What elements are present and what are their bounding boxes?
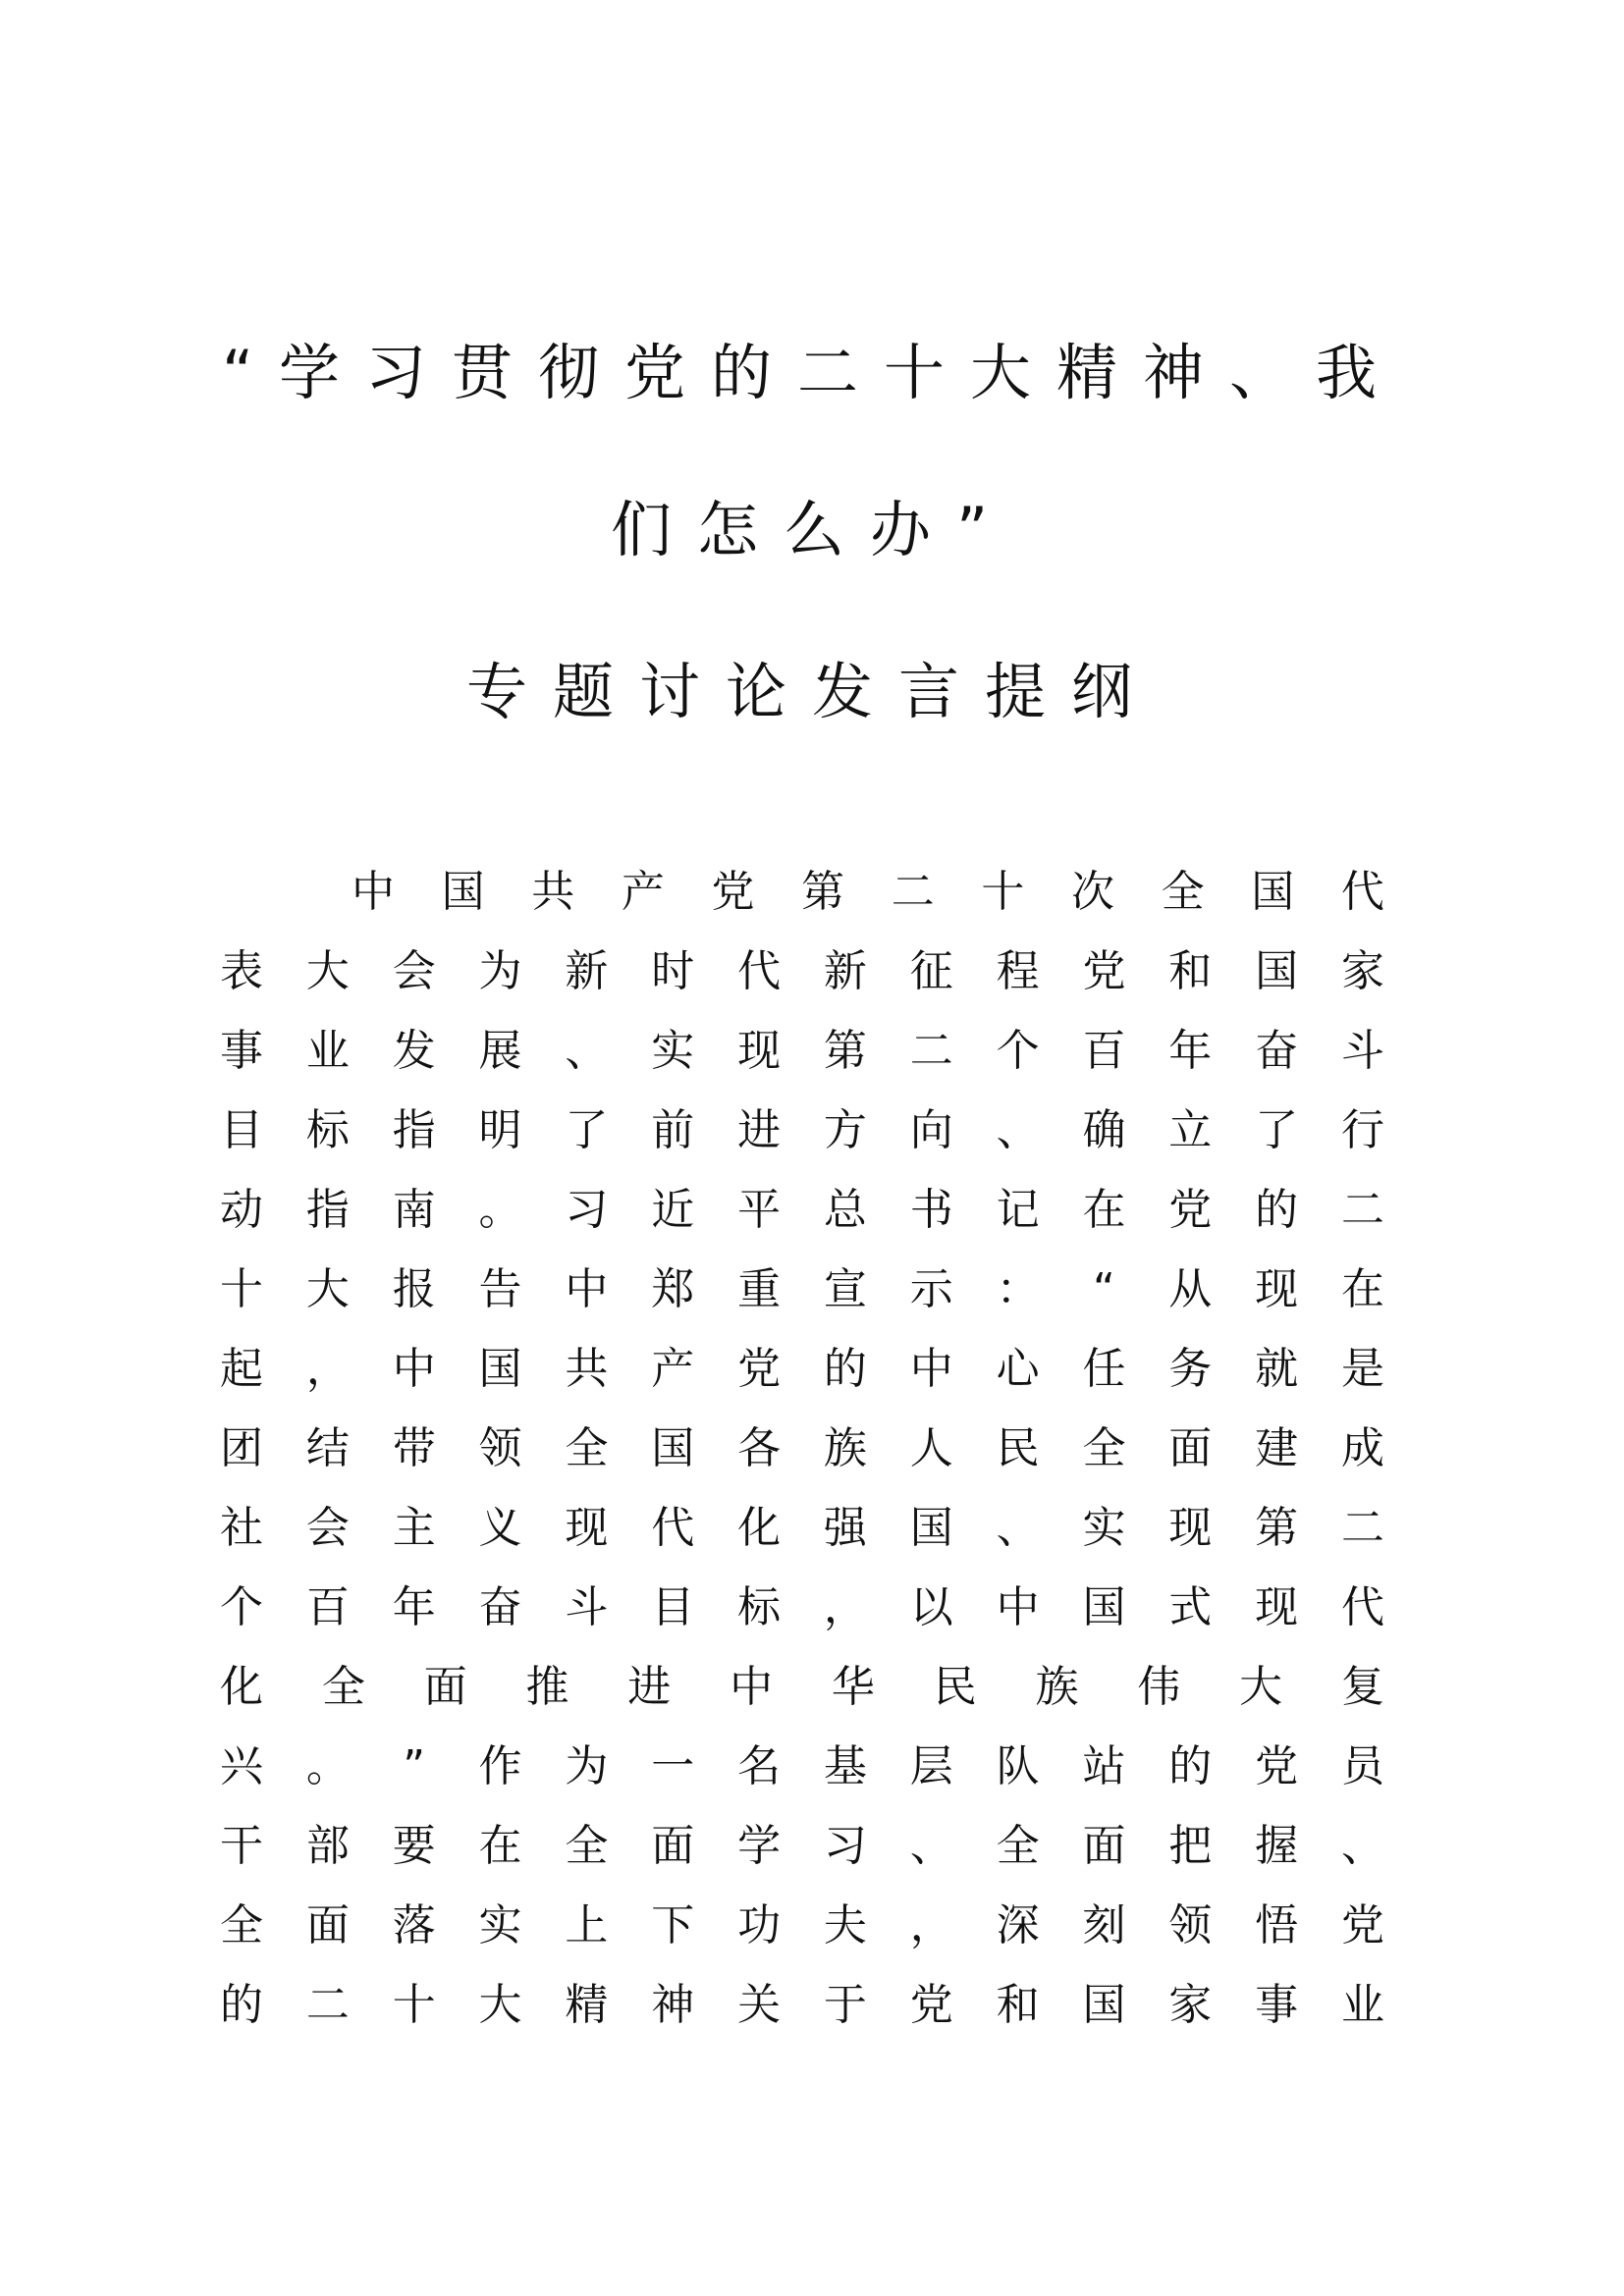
body-character: 面	[651, 1821, 695, 1871]
body-character: 国	[1251, 867, 1295, 917]
body-character: 标	[737, 1582, 782, 1632]
body-character: 百	[305, 1582, 350, 1632]
body-character: 十	[220, 1264, 263, 1314]
body-character: 中	[352, 867, 395, 917]
body-character: 复	[1340, 1662, 1384, 1712]
body-character: 下	[651, 1900, 695, 1950]
body-character: 基	[823, 1741, 867, 1791]
body-character: 学	[737, 1821, 782, 1871]
body-character: 习	[823, 1821, 867, 1871]
body-character: 全	[321, 1662, 365, 1712]
body-character: 记	[996, 1185, 1040, 1235]
body-character: 成	[1340, 1423, 1384, 1473]
body-character: 实	[478, 1900, 522, 1950]
body-character: 是	[1340, 1344, 1384, 1394]
body-character: 干	[220, 1821, 263, 1871]
body-character: 在	[1340, 1264, 1384, 1314]
body-character: 共	[531, 867, 575, 917]
body-character: 大	[305, 1264, 350, 1314]
body-character: 前	[651, 1105, 695, 1155]
body-character: 了	[1255, 1105, 1299, 1155]
body-character: 二	[909, 1026, 953, 1076]
body-character: 深	[996, 1900, 1040, 1950]
body-character: ：	[996, 1264, 1040, 1314]
body-line	[218, 1568, 1386, 1647]
body-character: 新	[565, 946, 609, 996]
body-character: 业	[1340, 1980, 1384, 2030]
body-character: 大	[1239, 1662, 1283, 1712]
body-character: 国	[651, 1423, 695, 1473]
body-character: 展	[478, 1026, 522, 1076]
body-character: 实	[651, 1026, 695, 1076]
body-character: 实	[1082, 1503, 1126, 1553]
body-character: 动	[220, 1185, 263, 1235]
body-character: 报	[392, 1264, 436, 1314]
body-line	[218, 1727, 1386, 1806]
body-character: 十	[981, 867, 1025, 917]
body-character: 大	[478, 1980, 522, 2030]
body-character: 、	[996, 1503, 1040, 1553]
body-character: 确	[1082, 1105, 1126, 1155]
body-character: 国	[441, 867, 485, 917]
body-character: 次	[1071, 867, 1114, 917]
body-character: 中	[730, 1662, 774, 1712]
body-character: 郑	[651, 1264, 695, 1314]
body-character: 十	[392, 1980, 436, 2030]
body-character: 把	[1168, 1821, 1213, 1871]
body-character: 指	[305, 1185, 350, 1235]
body-line	[218, 1091, 1386, 1170]
body-character: 建	[1255, 1423, 1299, 1473]
body-character: 面	[1168, 1423, 1213, 1473]
body-character: 从	[1168, 1264, 1213, 1314]
body-character: 面	[1082, 1821, 1126, 1871]
body-character: 、	[1340, 1821, 1384, 1871]
body-character: ，	[823, 1582, 867, 1632]
body-character: 现	[565, 1503, 609, 1553]
body-character: 伟	[1137, 1662, 1181, 1712]
body-character: 会	[305, 1503, 350, 1553]
body-line	[218, 932, 1386, 1011]
body-character: 。	[305, 1741, 350, 1791]
body-character: 示	[909, 1264, 953, 1314]
body-character: 为	[478, 946, 522, 996]
body-character: 于	[823, 1980, 867, 2030]
body-character: 二	[1340, 1185, 1384, 1235]
body-character: 标	[305, 1105, 350, 1155]
body-character: 会	[392, 946, 436, 996]
body-character: 明	[478, 1105, 522, 1155]
body-character: 产	[651, 1344, 695, 1394]
body-character: 全	[996, 1821, 1040, 1871]
body-character: 、	[909, 1821, 953, 1871]
body-character: 方	[823, 1105, 867, 1155]
body-character: 夫	[823, 1900, 867, 1950]
body-character: 员	[1340, 1741, 1384, 1791]
body-character: 领	[478, 1423, 522, 1473]
body-character: 宣	[823, 1264, 867, 1314]
body-character: 的	[220, 1980, 263, 2030]
body-character: 上	[565, 1900, 609, 1950]
body-character: 家	[1168, 1980, 1213, 2030]
body-character: 、	[996, 1105, 1040, 1155]
body-character: 现	[1255, 1264, 1299, 1314]
body-character: 了	[565, 1105, 609, 1155]
body-character: 和	[1168, 946, 1213, 996]
body-character: 务	[1168, 1344, 1213, 1394]
body-character: 奋	[478, 1582, 522, 1632]
body-character: 百	[1082, 1026, 1126, 1076]
body-character: 式	[1168, 1582, 1213, 1632]
body-character: 近	[651, 1185, 695, 1235]
body-character: 产	[621, 867, 665, 917]
body-character: 和	[996, 1980, 1040, 2030]
body-character: 第	[1255, 1503, 1299, 1553]
body-character: 全	[565, 1821, 609, 1871]
body-character: 族	[823, 1423, 867, 1473]
body-character: 重	[737, 1264, 782, 1314]
body-character: 目	[220, 1105, 263, 1155]
body-character: 族	[1035, 1662, 1079, 1712]
body-character: 落	[392, 1900, 436, 1950]
body-character: 立	[1168, 1105, 1213, 1155]
body-character: 二	[1340, 1503, 1384, 1553]
body-character: 面	[305, 1900, 350, 1950]
body-line	[218, 1170, 1386, 1250]
body-character: 个	[220, 1582, 263, 1632]
body-character: 任	[1082, 1344, 1126, 1394]
body-character: 的	[1168, 1741, 1213, 1791]
body-character: 斗	[1340, 1026, 1384, 1076]
body-character: 全	[565, 1423, 609, 1473]
body-character: 层	[909, 1741, 953, 1791]
body-character: 习	[565, 1185, 609, 1235]
body-character: 党	[1340, 1900, 1384, 1950]
body-character: 程	[996, 946, 1040, 996]
body-character: 二	[891, 867, 935, 917]
body-character: 要	[392, 1821, 436, 1871]
body-character: 的	[823, 1344, 867, 1394]
body-character: 党	[1082, 946, 1126, 996]
body-character: 站	[1082, 1741, 1126, 1791]
body-character: 中	[909, 1344, 953, 1394]
body-character: 党	[711, 867, 755, 917]
body-character: 全	[1161, 867, 1205, 917]
body-character: 年	[1168, 1026, 1213, 1076]
body-character: 关	[737, 1980, 782, 2030]
body-character: 神	[651, 1980, 695, 2030]
body-character: 民	[996, 1423, 1040, 1473]
body-character: 精	[565, 1980, 609, 2030]
body-character: 中	[565, 1264, 609, 1314]
body-character: 国	[478, 1344, 522, 1394]
body-character: 进	[737, 1105, 782, 1155]
body-line	[218, 1965, 1386, 2045]
body-character: 民	[933, 1662, 977, 1712]
body-line	[218, 1886, 1386, 1965]
body-character: 二	[305, 1980, 350, 2030]
body-line	[218, 1647, 1386, 1727]
body-line	[218, 1806, 1386, 1886]
body-character: 化	[737, 1503, 782, 1553]
body-character: 年	[392, 1582, 436, 1632]
body-character: ”	[403, 1741, 426, 1791]
body-character: 发	[392, 1026, 436, 1076]
body-character: 刻	[1082, 1900, 1126, 1950]
body-character: 功	[737, 1900, 782, 1950]
body-character: 事	[1255, 1980, 1299, 2030]
body-character: 党	[1255, 1741, 1299, 1791]
body-character: 书	[909, 1185, 953, 1235]
body-character: “	[1093, 1264, 1115, 1314]
body-character: 党	[737, 1344, 782, 1394]
body-character: 心	[996, 1344, 1040, 1394]
document-title-line-2: 们怎么办”	[610, 494, 1014, 565]
body-character: 一	[651, 1741, 695, 1791]
body-character: 国	[1082, 1582, 1126, 1632]
body-character: 党	[909, 1980, 953, 2030]
body-character: 现	[737, 1026, 782, 1076]
body-character: 现	[1255, 1582, 1299, 1632]
body-character: 作	[478, 1741, 522, 1791]
body-character: 强	[823, 1503, 867, 1553]
body-character: 的	[1255, 1185, 1299, 1235]
body-character: 平	[737, 1185, 782, 1235]
body-character: 斗	[565, 1582, 609, 1632]
body-character: 进	[627, 1662, 672, 1712]
body-character: 在	[478, 1821, 522, 1871]
body-character: 党	[1168, 1185, 1213, 1235]
body-character: 向	[909, 1105, 953, 1155]
body-character: 全	[220, 1900, 263, 1950]
body-line	[218, 1329, 1386, 1409]
body-character: 推	[525, 1662, 569, 1712]
body-character: 领	[1168, 1900, 1213, 1950]
body-line	[218, 1488, 1386, 1568]
body-character: 华	[831, 1662, 875, 1712]
body-character: 义	[478, 1503, 522, 1553]
body-character: 行	[1340, 1105, 1384, 1155]
body-character: 就	[1255, 1344, 1299, 1394]
body-character: 时	[651, 946, 695, 996]
body-character: 握	[1255, 1821, 1299, 1871]
body-character: 为	[565, 1741, 609, 1791]
body-character: 国	[909, 1503, 953, 1553]
body-character: 表	[220, 946, 263, 996]
body-character: 总	[823, 1185, 867, 1235]
body-character: 告	[478, 1264, 522, 1314]
body-character: 中	[392, 1344, 436, 1394]
body-character: 名	[737, 1741, 782, 1791]
body-character: 代	[1340, 1582, 1384, 1632]
body-character: 代	[1340, 867, 1384, 917]
body-character: 目	[651, 1582, 695, 1632]
body-line	[218, 852, 1386, 932]
document-subtitle: 专题讨论发言提纲	[465, 656, 1158, 727]
body-character: 国	[1082, 1980, 1126, 2030]
body-character: 起	[220, 1344, 263, 1394]
body-character: 团	[220, 1423, 263, 1473]
body-character: 业	[305, 1026, 350, 1076]
body-character: 人	[909, 1423, 953, 1473]
body-character: 第	[801, 867, 845, 917]
body-character: 主	[392, 1503, 436, 1553]
body-character: 悟	[1255, 1900, 1299, 1950]
body-character: 面	[423, 1662, 467, 1712]
body-character: 中	[996, 1582, 1040, 1632]
body-character: 。	[478, 1185, 522, 1235]
body-character: ，	[909, 1900, 953, 1950]
body-character: 现	[1168, 1503, 1213, 1553]
body-character: 社	[220, 1503, 263, 1553]
body-line	[218, 1409, 1386, 1488]
body-character: 以	[909, 1582, 953, 1632]
body-character: 代	[651, 1503, 695, 1553]
body-character: 国	[1255, 946, 1299, 996]
body-character: 全	[1082, 1423, 1126, 1473]
body-character: 指	[392, 1105, 436, 1155]
body-character: 、	[565, 1026, 609, 1076]
body-character: 事	[220, 1026, 263, 1076]
body-line	[218, 1011, 1386, 1091]
document-title-line-1: “学习贯彻党的二十大精神、我	[221, 337, 1403, 408]
body-character: 大	[305, 946, 350, 996]
body-character: 队	[996, 1741, 1040, 1791]
body-character: 第	[823, 1026, 867, 1076]
body-character: 共	[565, 1344, 609, 1394]
body-character: 个	[996, 1026, 1040, 1076]
body-character: 家	[1340, 946, 1384, 996]
body-character: 兴	[220, 1741, 263, 1791]
body-character: ，	[305, 1344, 350, 1394]
body-character: 新	[823, 946, 867, 996]
body-character: 征	[909, 946, 953, 996]
body-character: 代	[737, 946, 782, 996]
body-character: 在	[1082, 1185, 1126, 1235]
body-character: 化	[220, 1662, 263, 1712]
body-character: 奋	[1255, 1026, 1299, 1076]
body-character: 部	[305, 1821, 350, 1871]
body-character: 各	[737, 1423, 782, 1473]
body-paragraph	[218, 852, 1386, 2045]
body-character: 结	[305, 1423, 350, 1473]
body-character: 带	[392, 1423, 436, 1473]
body-character: 南	[392, 1185, 436, 1235]
body-line	[218, 1250, 1386, 1329]
